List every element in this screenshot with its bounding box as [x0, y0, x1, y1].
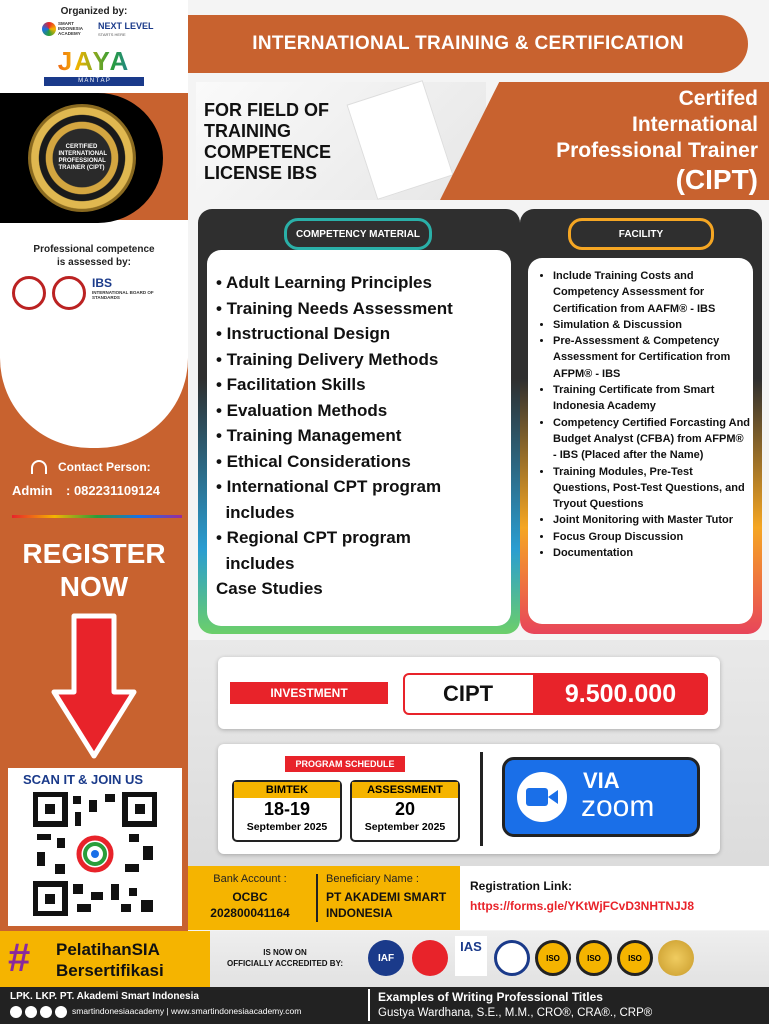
contact-title: Contact Person: — [58, 460, 151, 474]
qr-panel — [8, 768, 182, 926]
account-number: 202800041164 — [210, 906, 290, 920]
cert-line: International — [631, 113, 758, 136]
jaya-sub: M A N T A P — [44, 77, 144, 86]
investment-label: INVESTMENT — [230, 682, 388, 704]
competency-list — [216, 270, 511, 602]
competency-title-pill: COMPETENCY MATERIAL — [284, 218, 432, 250]
smart-indonesia-logo-icon — [42, 22, 56, 36]
eagle-seal-icon — [494, 940, 530, 976]
bimtek-day: 18-19 — [263, 799, 311, 819]
sidebar-white-panel — [0, 220, 188, 448]
qr-code-icon[interactable] — [33, 792, 157, 916]
org-logo1-text: SMART INDONESIA ACADEMY — [58, 21, 83, 36]
iso-badge: ISO — [576, 940, 612, 976]
register-line1[interactable]: REGISTER — [22, 538, 166, 569]
zoom-button[interactable] — [502, 757, 700, 837]
list-item: • Joint Monitoring with Master Tutor — [553, 512, 750, 528]
list-item: includes — [216, 553, 295, 573]
ias-logo: IAS — [455, 936, 487, 976]
cipt-badge-icon — [28, 104, 136, 212]
zoom-via: VIA — [583, 768, 620, 793]
bank-account-label: Bank Account : — [213, 873, 287, 885]
beneficiary-line1: PT AKADEMI SMART — [326, 890, 447, 904]
example-name: Gustya Wardhana, S.E., M.M., CRO®, CRA®., CRP® — [378, 1007, 653, 1019]
sidebar-top — [0, 0, 188, 93]
list-item: • Training Management — [216, 426, 402, 445]
register-line2[interactable]: NOW — [59, 571, 129, 602]
list-item: • Training Certificate from Smart Indonesia Academy — [553, 382, 750, 415]
cipt-badge-panel — [0, 93, 163, 223]
bank-name: OCBC — [232, 890, 268, 904]
bank-divider — [316, 874, 318, 922]
assessed-line1: Professional competence — [33, 244, 155, 255]
web-icon[interactable] — [55, 1006, 67, 1018]
join-us: & JOIN US — [78, 772, 144, 787]
list-item: • International CPT program — [216, 477, 442, 496]
list-item: • Regional CPT program — [216, 528, 411, 547]
list-item: • Training Delivery Methods — [216, 349, 439, 369]
list-item: • Evaluation Methods — [216, 400, 388, 420]
list-item: • Documentation — [553, 545, 750, 561]
footer-org: LPK. LKP. PT. Akademi Smart Indonesia — [10, 991, 199, 1002]
cert-abbr: (CIPT) — [675, 164, 758, 195]
hashtag-icon: # — [8, 936, 31, 980]
program-name: CIPT — [442, 681, 494, 706]
beneficiary-label: Beneficiary Name : — [326, 873, 419, 885]
cert-line: Professional Trainer — [556, 139, 758, 162]
facility-title-pill: FACILITY — [568, 218, 714, 250]
field-of-training — [204, 100, 404, 184]
bimtek-label: BIMTEK — [234, 782, 340, 798]
accredited-line1: IS NOW ON — [263, 948, 307, 957]
bimtek-month: September 2025 — [246, 821, 328, 833]
bimtek-card — [232, 780, 342, 842]
hashtag-line1: PelatihanSIA — [56, 940, 160, 959]
zoom-camera-icon — [517, 772, 567, 822]
youtube-icon[interactable] — [40, 1006, 52, 1018]
assessor-seal-icon — [12, 276, 46, 310]
badge-text: CERTIFIED INTERNATIONAL PROFESSIONAL TRAINER (CIPT) — [58, 144, 108, 171]
facebook-icon[interactable] — [25, 1006, 37, 1018]
iso-badge: ISO — [535, 940, 571, 976]
zoom-label: zoom — [581, 790, 655, 823]
cert-title — [480, 86, 758, 196]
list-item: includes — [216, 502, 295, 522]
cert-line: Certifed — [678, 87, 758, 110]
scic-logo-icon — [412, 940, 448, 976]
field-line: LICENSE IBS — [204, 163, 318, 183]
accredited-line2: OFFICIALLY ACCREDITED BY: — [226, 959, 343, 968]
list-item: • Include Training Costs and Competency Assessment for Certification from AAFM® - IBS — [553, 268, 750, 317]
footer-divider — [368, 989, 370, 1021]
list-item: • Focus Group Discussion — [553, 529, 750, 545]
field-line: COMPETENCE — [204, 142, 332, 162]
field-line: FOR FIELD OF — [204, 100, 329, 120]
beneficiary-line2: INDONESIA — [326, 906, 393, 920]
hashtag-line2: Bersertifikasi — [56, 961, 164, 980]
down-arrow-icon — [50, 612, 138, 760]
rainbow-divider — [12, 515, 182, 518]
organized-by-label: Organized by: — [60, 6, 128, 17]
list-item: • Adult Learning Principles — [216, 273, 432, 292]
ibs-logo: IBS — [92, 276, 113, 290]
title-banner: INTERNATIONAL TRAINING & CERTIFICATION — [188, 15, 748, 73]
assessment-card — [350, 780, 460, 842]
contact-phone[interactable]: : 082231109124 — [66, 483, 160, 498]
list-item: • Instructional Design — [216, 324, 391, 343]
next-level-sub: STARTS HERE — [98, 32, 126, 37]
schedule-divider — [480, 752, 483, 846]
scan-it: SCAN IT — [23, 772, 75, 787]
assessment-day: 20 — [394, 799, 416, 819]
list-item: Case Studies — [216, 579, 323, 598]
list-item: • Pre-Assessment & Competency Assessment for Certification from AFPM® - IBS — [553, 333, 750, 382]
registration-link[interactable]: https://forms.gle/YKtWjFCvD3NHTNJJ8 — [470, 899, 695, 913]
headset-icon — [31, 460, 47, 474]
iaf-logo: IAF — [368, 940, 404, 976]
footer-socials[interactable]: smartindonesiaacademy | www.smartindonesiaacademy.com — [72, 1006, 302, 1016]
list-item: • Simulation & Discussion — [553, 317, 750, 333]
list-item: • Training Needs Assessment — [216, 298, 453, 318]
facility-list — [535, 268, 750, 561]
list-item: • Training Modules, Pre-Test Questions, Post-Test Questions, and Tryout Questions — [553, 464, 750, 513]
schedule-title: PROGRAM SCHEDULE — [285, 756, 405, 772]
list-item: • Competency Certified Forcasting And Budget Analyst (CFBA) from AFPM® - IBS (Placed after the Name) — [553, 415, 750, 464]
price-value: 9.500.000 — [533, 673, 708, 715]
registration-label: Registration Link: — [470, 879, 573, 893]
contact-name: Admin — [12, 483, 53, 498]
jaya-logo: JAYA — [40, 48, 148, 74]
ibs-sub: INTERNATIONAL BOARD OF STANDARDS — [92, 290, 154, 300]
next-level-logo: NEXT LEVEL — [98, 21, 154, 31]
gold-seal-icon — [658, 940, 694, 976]
field-line: TRAINING — [204, 121, 291, 141]
assessment-label: ASSESSMENT — [352, 782, 458, 798]
example-title: Examples of Writing Professional Titles — [378, 990, 603, 1004]
assessment-month: September 2025 — [364, 821, 446, 833]
assessed-line2: is assessed by: — [57, 257, 131, 268]
list-item: • Facilitation Skills — [216, 375, 366, 394]
assessor-shield-icon — [52, 276, 86, 310]
list-item: • Ethical Considerations — [216, 451, 411, 471]
instagram-icon[interactable] — [10, 1006, 22, 1018]
iso-badge: ISO — [617, 940, 653, 976]
